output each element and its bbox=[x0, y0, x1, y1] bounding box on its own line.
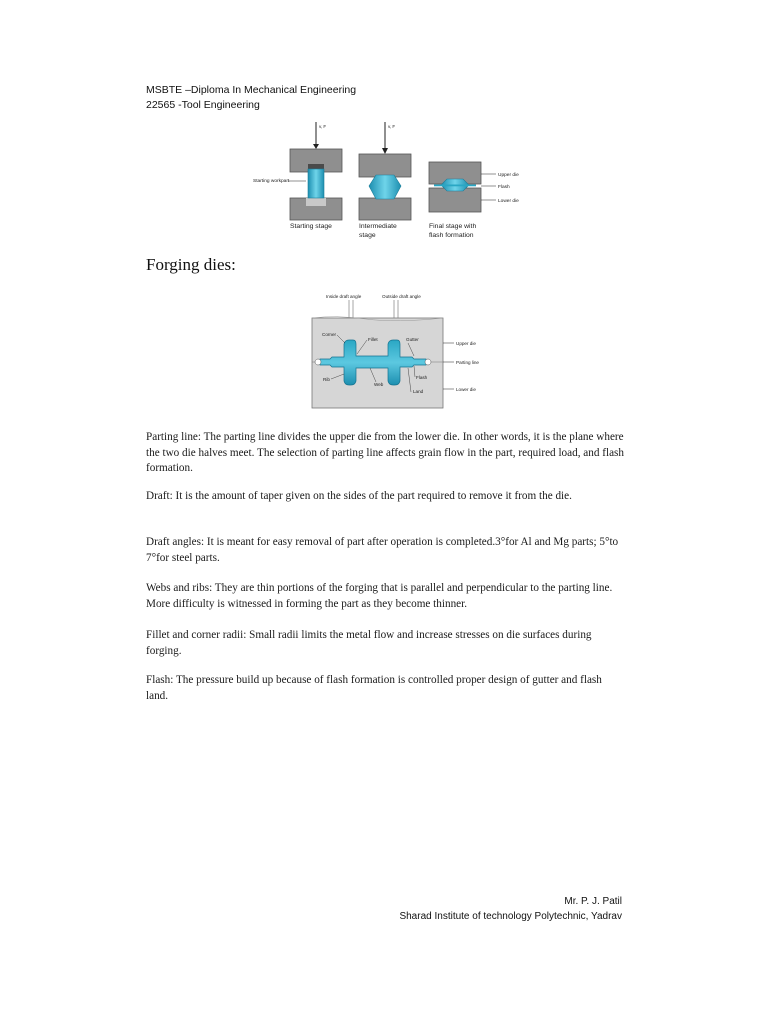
parting-line-label: Parting line bbox=[456, 360, 479, 365]
paragraph-draft: Draft: It is the amount of taper given on the sides of the part required to remove it from the die. bbox=[146, 490, 572, 502]
flash-label-2: Flash bbox=[416, 375, 428, 380]
caption-final-2: flash formation bbox=[429, 232, 474, 239]
footer-institute: Sharad Institute of technology Polytechnic, Yadrav bbox=[399, 911, 622, 922]
paragraph-parting-line: Parting line: The parting line divides the upper die from the lower die. In other words, it is the plane where the two die halves meet. The selection of parting line affects grain flow in the part, required load, and flash formation. bbox=[146, 431, 625, 474]
gutter-label: Gutter bbox=[406, 337, 419, 342]
paragraph-fillet-corner: Fillet and corner radii: Small radii limits the metal flow and increase stresses on die surfaces during forging. bbox=[146, 629, 592, 657]
upper-die-label-1: Upper die bbox=[498, 173, 519, 178]
outside-draft-angle-label: Outside draft angle bbox=[382, 294, 421, 299]
intermediate-stage-dies bbox=[359, 122, 411, 239]
caption-intermediate-2: stage bbox=[359, 232, 376, 239]
footer-author: Mr. P. J. Patil bbox=[564, 896, 622, 907]
header-subject: 22565 -Tool Engineering bbox=[146, 99, 260, 111]
paragraph-webs-ribs: Webs and ribs: They are thin portions of the forging that is parallel and perpendicular to the parting line. More difficulty is witnessed in forming the part as they become thinner. bbox=[146, 582, 613, 610]
paragraph-flash: Flash: The pressure build up because of flash formation is controlled proper design of gutter and flash land. bbox=[146, 674, 602, 702]
web-label: Web bbox=[374, 382, 384, 387]
corner-label: Corner bbox=[322, 332, 337, 337]
forging-stages-figure bbox=[248, 118, 538, 242]
section-title: Forging dies: bbox=[146, 255, 236, 274]
lower-die-label-1: Lower die bbox=[498, 199, 519, 204]
caption-intermediate-1: Intermediate bbox=[359, 223, 397, 230]
starting-workpart-label: Starting workpart bbox=[253, 179, 290, 184]
rib-label: Rib bbox=[323, 377, 330, 382]
starting-stage-dies bbox=[253, 122, 342, 230]
forging-die-figure bbox=[296, 288, 492, 412]
lower-die-label-2: Lower die bbox=[456, 387, 476, 392]
caption-final-1: Final stage with bbox=[429, 223, 477, 230]
final-stage-dies bbox=[429, 162, 519, 239]
paragraph-draft-angles: Draft angles: It is meant for easy removal of part after operation is completed.3°for Al and Mg parts; 5°to 7°for steel parts. bbox=[146, 536, 619, 564]
header-course: MSBTE –Diploma In Mechanical Engineering bbox=[146, 84, 357, 96]
fillet-label: Fillet bbox=[368, 337, 378, 342]
inside-draft-angle-label: Inside draft angle bbox=[326, 294, 362, 299]
force-label-1: v, F bbox=[319, 124, 327, 129]
land-label: Land bbox=[413, 389, 424, 394]
force-label-2: v, F bbox=[388, 124, 396, 129]
caption-starting-stage: Starting stage bbox=[290, 223, 332, 230]
upper-die-label-2: Upper die bbox=[456, 341, 476, 346]
flash-label-1: Flash bbox=[498, 185, 510, 190]
